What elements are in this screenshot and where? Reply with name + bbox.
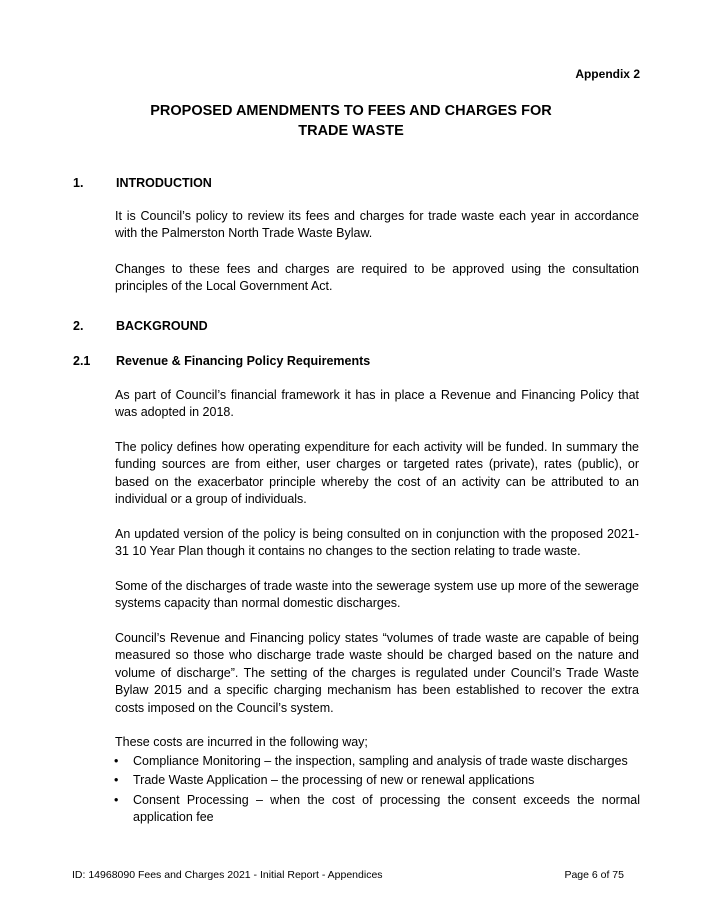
intro-paragraph-2: Changes to these fees and charges are required to be approved using the consultation principles of the Local Government Act.: [115, 262, 639, 294]
revenue-paragraph-6: These costs are incurred in the following way;: [115, 735, 368, 749]
bullet-icon: •: [114, 792, 119, 807]
appendix-label: Appendix 2: [575, 67, 640, 81]
document-title-line-1: PROPOSED AMENDMENTS TO FEES AND CHARGES FOR: [150, 103, 552, 119]
subsection-number-revenue: 2.1: [73, 354, 91, 368]
list-item: [110, 753, 640, 770]
bullet-icon: •: [114, 773, 119, 788]
section-heading-background: BACKGROUND: [116, 319, 208, 333]
revenue-paragraph-1: As part of Council’s financial framework it has in place a Revenue and Financing Policy that was adopted in 2018.: [115, 388, 639, 420]
section-number-background: 2.: [73, 319, 84, 333]
bullet-text: Compliance Monitoring – the inspection, sampling and analysis of trade waste discharges: [133, 754, 628, 768]
bullet-icon: •: [114, 754, 119, 768]
revenue-paragraph-5: Council’s Revenue and Financing policy states “volumes of trade waste are capable of being measured so those who discharge trade waste should be charged based on the nature and volume of discharge”. The setting of the charges is regulated under Council’s Trade Waste Bylaw 2015 and a specific charging mechanism has been established to recover the extra costs imposed on the Council’s system.: [115, 631, 639, 715]
list-item: [110, 792, 640, 827]
subsection-heading-revenue: Revenue & Financing Policy Requirements: [116, 354, 371, 368]
footer-page-number: Page 6 of 75: [564, 869, 624, 881]
section-heading-intro: INTRODUCTION: [116, 176, 212, 190]
bullet-text: Trade Waste Application – the processing of new or renewal applications: [133, 773, 535, 788]
intro-paragraph-1: It is Council’s policy to review its fees and charges for trade waste each year in accordance with the Palmerston North Trade Waste Bylaw.: [115, 209, 639, 241]
list-item: [110, 772, 640, 789]
footer-document-id: ID: 14968090 Fees and Charges 2021 - Initial Report - Appendices: [72, 869, 383, 881]
section-number-intro: 1.: [73, 176, 84, 190]
cost-bullet-list: [110, 753, 640, 829]
revenue-paragraph-2: The policy defines how operating expenditure for each activity will be funded. In summary the funding sources are from either, user charges or targeted rates (private), rates (public), or based on the exacerbator principle whereby the cost of an activity can be attributed to an individual or a group of individuals.: [115, 440, 639, 507]
revenue-paragraph-3: An updated version of the policy is being consulted on in conjunction with the proposed 2021-31 10 Year Plan though it contains no changes to the section relating to trade waste.: [115, 527, 639, 559]
bullet-text: Consent Processing – when the cost of processing the consent exceeds the normal application fee: [133, 792, 640, 825]
revenue-paragraph-4: Some of the discharges of trade waste into the sewerage system use up more of the sewerage systems capacity than normal domestic discharges.: [115, 579, 639, 611]
document-title-line-2: TRADE WASTE: [298, 123, 404, 139]
